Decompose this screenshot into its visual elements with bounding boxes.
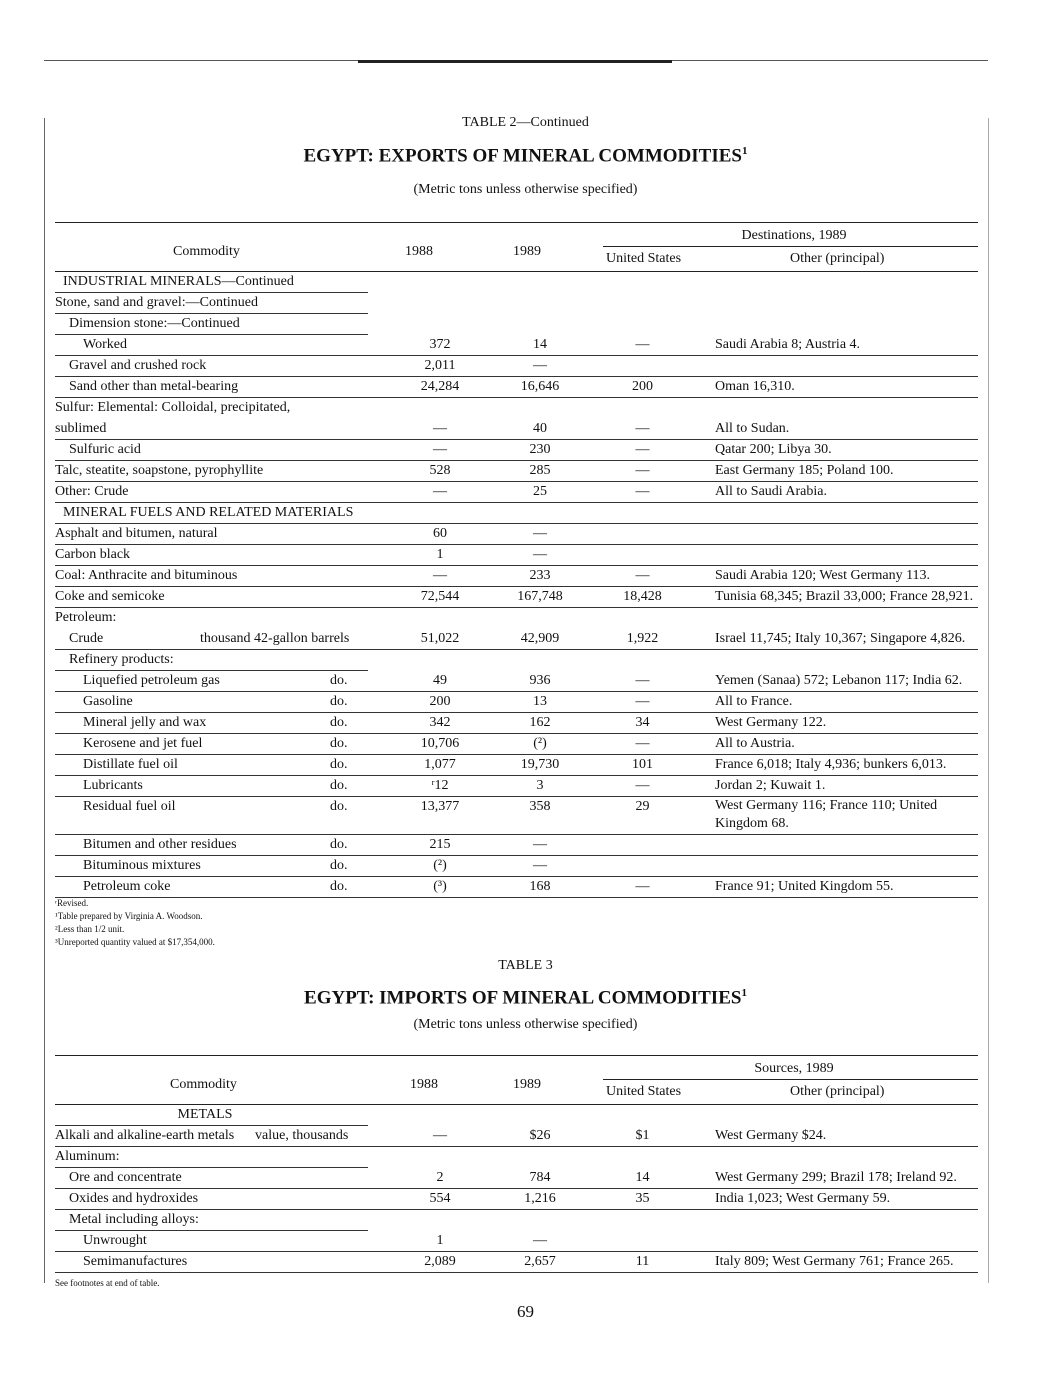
- commodity-cell: Alkali and alkaline-earth metals: [55, 1128, 235, 1143]
- commodity-cell: MINERAL FUELS AND RELATED MATERIALS: [63, 505, 354, 520]
- other-destinations-cell: Jordan 2; Kuwait 1.: [715, 778, 826, 793]
- table-row: [55, 398, 978, 419]
- commodity-cell: Coke and semicoke: [55, 589, 165, 604]
- table3-body: [55, 1105, 978, 1273]
- united-states-cell: 11: [635, 1254, 650, 1269]
- other-destinations-cell: Qatar 200; Libya 30.: [715, 442, 832, 457]
- commodity-cell: Bitumen and other residues: [83, 837, 237, 852]
- value-1988-cell: (³): [433, 879, 447, 894]
- united-states-cell: —: [635, 421, 650, 436]
- header-united-states: United States: [606, 251, 682, 266]
- header-commodity: Commodity: [173, 244, 240, 259]
- other-destinations-cell: West Germany 122.: [715, 715, 827, 730]
- unit-cell: do.: [330, 858, 348, 873]
- other-destinations-cell: West Germany $24.: [715, 1128, 827, 1143]
- value-1989-cell: 25: [533, 484, 547, 499]
- united-states-cell: 18,428: [623, 589, 662, 604]
- commodity-cell: Kerosene and jet fuel: [83, 736, 203, 751]
- table-row: [55, 293, 978, 314]
- commodity-cell: Distillate fuel oil: [83, 757, 178, 772]
- other-destinations-cell: Italy 809; West Germany 761; France 265.: [715, 1254, 954, 1269]
- other-destinations-cell: All to Sudan.: [715, 421, 790, 436]
- unit-cell: do.: [330, 837, 348, 852]
- value-1989-cell: (²): [533, 736, 547, 751]
- table-row: [55, 461, 978, 482]
- united-states-cell: —: [635, 442, 650, 457]
- value-1988-cell: 24,284: [420, 379, 460, 394]
- united-states-cell: —: [635, 736, 650, 751]
- unit-cell: do.: [330, 694, 348, 709]
- header-other: Other (principal): [790, 251, 885, 266]
- value-1988-cell: 2,011: [424, 358, 456, 373]
- table3: [55, 1055, 978, 1273]
- commodity-cell: Mineral jelly and wax: [83, 715, 207, 730]
- other-destinations-cell: All to Austria.: [715, 736, 795, 751]
- united-states-cell: 200: [632, 379, 653, 394]
- header-sources: Sources, 1989: [754, 1061, 834, 1076]
- value-1989-cell: 167,748: [517, 589, 563, 604]
- value-1988-cell: 554: [429, 1191, 451, 1206]
- table-row: [55, 1252, 978, 1273]
- table-row: [55, 856, 978, 877]
- commodity-cell: Oxides and hydroxides: [69, 1191, 199, 1206]
- unit-cell: value, thousands: [255, 1128, 349, 1143]
- value-1988-cell: 528: [429, 463, 451, 478]
- table2-header: [55, 222, 978, 272]
- commodity-cell: Aluminum:: [55, 1149, 120, 1164]
- other-destinations-cell: Yemen (Sanaa) 572; Lebanon 117; India 62.: [715, 673, 963, 688]
- table-row: [55, 482, 978, 503]
- commodity-cell: Liquefied petroleum gas: [83, 673, 220, 688]
- value-1988-cell: 200: [429, 694, 451, 709]
- table-row: [55, 1168, 978, 1189]
- unit-cell: do.: [330, 673, 348, 688]
- unit-cell: do.: [330, 736, 348, 751]
- table3-subtitle: (Metric tons unless otherwise specified): [413, 1017, 638, 1032]
- table-row: [55, 587, 978, 608]
- table3-title: EGYPT: IMPORTS OF MINERAL COMMODITIES$^1$: [304, 987, 747, 1009]
- other-destinations-cell: West Germany 116; France 110; United Kingdom 68.: [715, 798, 938, 831]
- commodity-cell: Ore and concentrate: [69, 1170, 182, 1185]
- value-1988-cell: —: [433, 442, 447, 457]
- united-states-cell: —: [635, 879, 650, 894]
- value-1988-cell: 51,022: [420, 631, 460, 646]
- value-1988-cell: 10,706: [420, 736, 460, 751]
- header-1989: 1989: [513, 1077, 541, 1092]
- table-row: [55, 545, 978, 566]
- commodity-cell: Stone, sand and gravel:—Continued: [55, 295, 258, 310]
- united-states-cell: 29: [635, 799, 650, 814]
- header-destinations: Destinations, 1989: [741, 228, 847, 243]
- table-row: [55, 377, 978, 398]
- commodity-cell: Gasoline: [83, 694, 133, 709]
- commodity-cell: sublimed: [55, 421, 107, 436]
- footnote-3: ³Unreported quantity valued at $17,354,000.: [55, 937, 215, 947]
- table2-label: TABLE 2—Continued: [462, 115, 589, 130]
- value-1989-cell: —: [533, 858, 547, 873]
- other-destinations-cell: Saudi Arabia 8; Austria 4.: [715, 337, 861, 352]
- value-1989-cell: —: [533, 526, 547, 541]
- table-row: [55, 671, 978, 692]
- value-1989-cell: —: [533, 358, 547, 373]
- other-destinations-cell: All to France.: [715, 694, 793, 709]
- commodity-cell: METALS: [177, 1107, 233, 1122]
- unit-cell: do.: [330, 799, 348, 814]
- united-states-cell: —: [635, 484, 650, 499]
- value-1988-cell: 342: [429, 715, 451, 730]
- table-row: [55, 755, 978, 776]
- value-1989-cell: 42,909: [520, 631, 560, 646]
- table-row: [55, 1210, 978, 1231]
- value-1989-cell: 168: [529, 879, 551, 894]
- table-row: [55, 1231, 978, 1252]
- table-row: [55, 713, 978, 734]
- table-row: [55, 524, 978, 545]
- commodity-cell: Semimanufactures: [83, 1254, 188, 1269]
- commodity-cell: Dimension stone:—Continued: [69, 316, 240, 331]
- commodity-cell: Gravel and crushed rock: [69, 358, 207, 373]
- united-states-cell: $1: [635, 1128, 650, 1143]
- value-1988-cell: 215: [429, 837, 451, 852]
- value-1989-cell: 358: [529, 799, 551, 814]
- header-other: Other (principal): [790, 1084, 885, 1099]
- table-row: [55, 1126, 978, 1147]
- header-1988: 1988: [405, 244, 433, 259]
- header-commodity: Commodity: [170, 1077, 237, 1092]
- other-destinations-cell: France 91; United Kingdom 55.: [715, 879, 894, 894]
- commodity-cell: Lubricants: [83, 778, 143, 793]
- commodity-cell: Bituminous mixtures: [83, 858, 201, 873]
- footnote-revised: ʳRevised.: [55, 898, 89, 908]
- table-row: [55, 1105, 978, 1126]
- value-1988-cell: 2,089: [424, 1254, 456, 1269]
- united-states-cell: —: [635, 778, 650, 793]
- value-1989-cell: 13: [533, 694, 547, 709]
- unit-cell: thousand 42-gallon barrels: [200, 631, 350, 646]
- united-states-cell: —: [635, 463, 650, 478]
- value-1988-cell: 1,077: [424, 757, 456, 772]
- united-states-cell: 35: [635, 1191, 650, 1206]
- commodity-cell: Metal including alloys:: [69, 1212, 199, 1227]
- commodity-cell: Petroleum:: [55, 610, 117, 625]
- other-destinations-cell: East Germany 185; Poland 100.: [715, 463, 894, 478]
- table2-body: [55, 272, 978, 898]
- unit-cell: do.: [330, 879, 348, 894]
- value-1988-cell: 49: [433, 673, 447, 688]
- value-1989-cell: 285: [529, 463, 551, 478]
- other-destinations-cell: Israel 11,745; Italy 10,367; Singapore 4,826.: [715, 631, 966, 646]
- commodity-cell: Refinery products:: [69, 652, 174, 667]
- table-row: [55, 776, 978, 797]
- commodity-cell: Crude: [69, 631, 104, 646]
- united-states-cell: 1,922: [626, 631, 659, 646]
- commodity-cell: Asphalt and bitumen, natural: [55, 526, 218, 541]
- header-1988: 1988: [410, 1077, 438, 1092]
- united-states-cell: 14: [635, 1170, 650, 1185]
- united-states-cell: 34: [635, 715, 650, 730]
- value-1989-cell: 162: [529, 715, 551, 730]
- value-1988-cell: 60: [433, 526, 447, 541]
- commodity-cell: Sand other than metal-bearing: [69, 379, 239, 394]
- table2: [55, 222, 978, 898]
- table-row: [55, 1147, 978, 1168]
- table-row: [55, 877, 978, 898]
- value-1989-cell: 1,216: [524, 1191, 556, 1206]
- table-row: [55, 314, 978, 335]
- other-destinations-cell: Saudi Arabia 120; West Germany 113.: [715, 568, 931, 583]
- other-destinations-cell: India 1,023; West Germany 59.: [715, 1191, 891, 1206]
- commodity-cell: Coal: Anthracite and bituminous: [55, 568, 238, 583]
- commodity-cell: Residual fuel oil: [83, 799, 176, 814]
- value-1988-cell: —: [433, 484, 447, 499]
- table-row: [55, 566, 978, 587]
- value-1989-cell: 233: [529, 568, 551, 583]
- value-1988-cell: —: [433, 421, 447, 436]
- united-states-cell: —: [635, 673, 650, 688]
- table-row: [55, 692, 978, 713]
- united-states-cell: 101: [632, 757, 653, 772]
- table-row: [55, 608, 978, 629]
- right-margin-rule: [988, 118, 989, 1283]
- table2-footnotes: [55, 897, 215, 949]
- table-row: [55, 650, 978, 671]
- value-1988-cell: 2: [436, 1170, 444, 1185]
- value-1988-cell: 72,544: [420, 589, 460, 604]
- commodity-cell: Sulfuric acid: [69, 442, 141, 457]
- value-1988-cell: 13,377: [420, 799, 460, 814]
- table-row: [55, 629, 978, 650]
- value-1989-cell: 40: [533, 421, 547, 436]
- table3-header: [55, 1055, 978, 1105]
- table-row: [55, 1189, 978, 1210]
- commodity-cell: Worked: [83, 337, 127, 352]
- table-row: [55, 503, 978, 524]
- value-1989-cell: 19,730: [520, 757, 560, 772]
- value-1988-cell: —: [433, 568, 447, 583]
- commodity-cell: INDUSTRIAL MINERALS—Continued: [63, 274, 294, 289]
- page-number: 69: [517, 1302, 534, 1321]
- commodity-cell: Petroleum coke: [83, 879, 171, 894]
- table-row: [55, 272, 978, 293]
- table3-footnote: See footnotes at end of table.: [55, 1278, 160, 1288]
- united-states-cell: —: [635, 694, 650, 709]
- table-row: [55, 440, 978, 461]
- table2-title: EGYPT: EXPORTS OF MINERAL COMMODITIES$^1$: [303, 145, 748, 167]
- value-1988-cell: (²): [433, 858, 447, 873]
- unit-cell: do.: [330, 778, 348, 793]
- value-1988-cell: 372: [429, 337, 451, 352]
- other-destinations-cell: West Germany 299; Brazil 178; Ireland 92.: [715, 1170, 957, 1185]
- united-states-cell: —: [635, 568, 650, 583]
- table-row: [55, 734, 978, 755]
- value-1989-cell: 16,646: [520, 379, 560, 394]
- other-destinations-cell: Tunisia 68,345; Brazil 33,000; France 28,921.: [715, 589, 974, 604]
- value-1988-cell: 1: [436, 547, 444, 562]
- value-1989-cell: —: [533, 837, 547, 852]
- unit-cell: do.: [330, 715, 348, 730]
- other-destinations-cell: All to Saudi Arabia.: [715, 484, 827, 499]
- unit-cell: do.: [330, 757, 348, 772]
- top-bar: [358, 60, 672, 63]
- value-1989-cell: 2,657: [524, 1254, 556, 1269]
- value-1989-cell: 14: [533, 337, 547, 352]
- value-1989-cell: 784: [529, 1170, 551, 1185]
- table-row: [55, 356, 978, 377]
- value-1989-cell: —: [533, 547, 547, 562]
- value-1988-cell: ʳ12: [431, 778, 449, 793]
- commodity-cell: Talc, steatite, soapstone, pyrophyllite: [55, 463, 264, 478]
- header-1989: 1989: [513, 244, 541, 259]
- table-row: [55, 835, 978, 856]
- value-1989-cell: $26: [529, 1128, 551, 1143]
- footnote-2: ²Less than 1/2 unit.: [55, 924, 125, 934]
- header-united-states: United States: [606, 1084, 682, 1099]
- other-destinations-cell: France 6,018; Italy 4,936; bunkers 6,013.: [715, 757, 947, 772]
- commodity-cell: Unwrought: [83, 1233, 147, 1248]
- value-1989-cell: 230: [529, 442, 551, 457]
- united-states-cell: —: [635, 337, 650, 352]
- value-1988-cell: —: [433, 1128, 447, 1143]
- commodity-cell: Carbon black: [55, 547, 131, 562]
- table-row: [55, 797, 978, 835]
- commodity-cell: Other: Crude: [55, 484, 129, 499]
- table2-subtitle: (Metric tons unless otherwise specified): [413, 182, 638, 197]
- other-destinations-cell: Oman 16,310.: [715, 379, 795, 394]
- table-row: [55, 335, 978, 356]
- footnote-1: ¹Table prepared by Virginia A. Woodson.: [55, 911, 203, 921]
- table-row: [55, 419, 978, 440]
- value-1988-cell: 1: [436, 1233, 444, 1248]
- value-1989-cell: 936: [529, 673, 551, 688]
- left-margin-rule: [44, 118, 45, 1283]
- value-1989-cell: 3: [536, 778, 544, 793]
- table3-label: TABLE 3: [498, 958, 553, 973]
- commodity-cell: Sulfur: Elemental: Colloidal, precipitated,: [55, 400, 291, 415]
- value-1989-cell: —: [533, 1233, 547, 1248]
